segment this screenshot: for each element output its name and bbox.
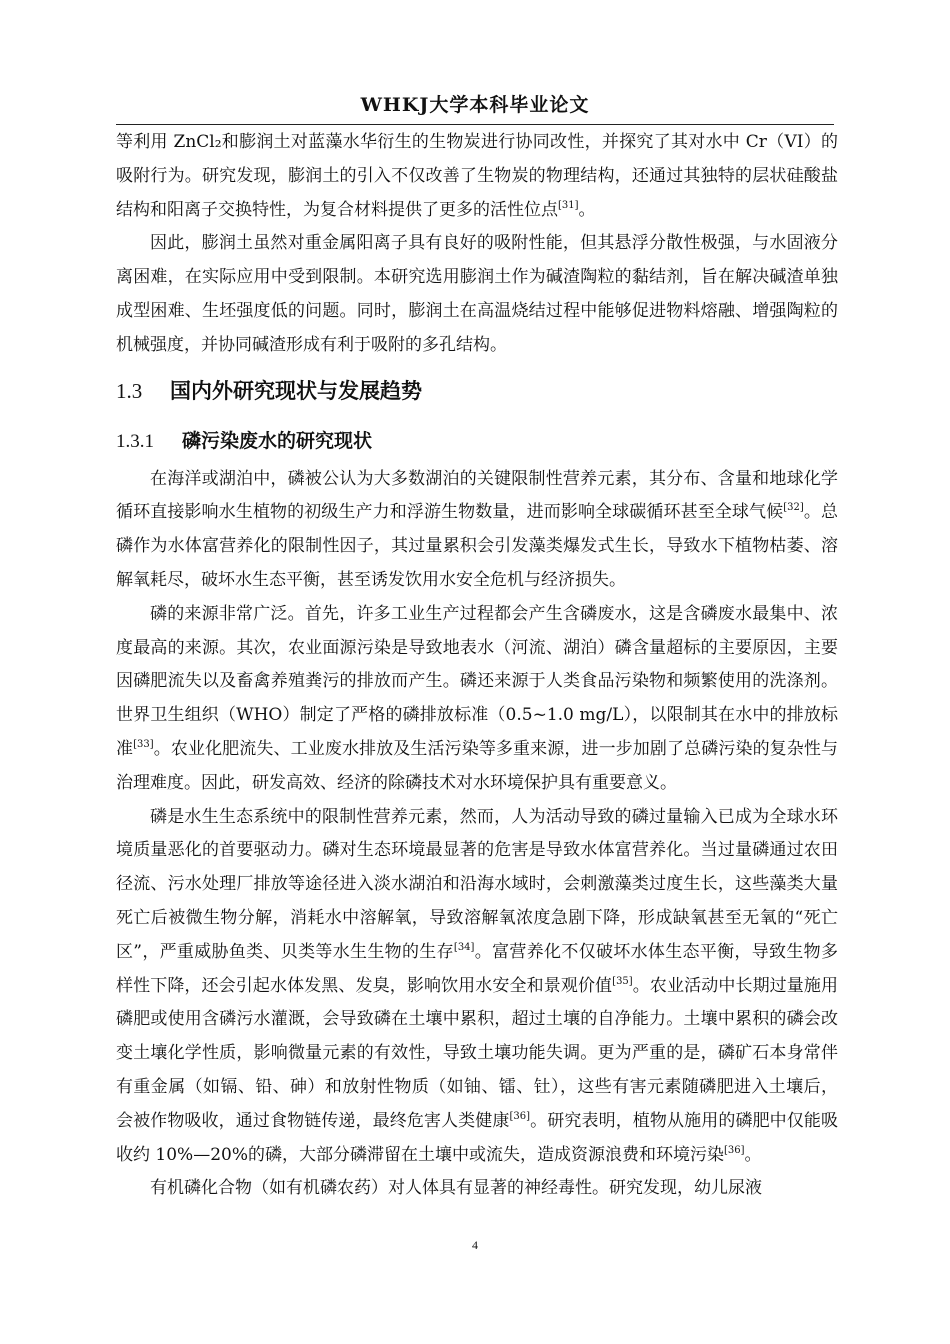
text-run: 。富营养化不仅破坏水体生态平衡，导致生物多样性下降，还会引起水体发黑、发臭，影响饮用水安全和景观价值	[116, 941, 838, 996]
text-run: 。	[578, 199, 596, 220]
paragraph-eutrophication	[116, 801, 838, 1173]
body-text	[116, 126, 838, 1206]
text-run: 。农业化肥流失、工业废水排放及生活污染等多重来源，进一步加剧了总磷污染的复杂性与治理难度。因此，研发高效、经济的除磷技术对水环境保护具有重要意义。	[116, 738, 838, 793]
text-run: 。	[744, 1144, 762, 1165]
paragraph-continuation	[116, 126, 838, 227]
text-run: 磷是水生生态系统中的限制性营养元素，然而，人为活动导致的磷过量输入已成为全球水环境质量恶化的首要驱动力。磷对生态环境最显著的危害是导致水体富营养化。当过量磷通过农田径流、污水处理厂排放等途径进入淡水湖泊和沿海水域时，会刺激藻类过度生长，这些藻类大量死亡后被微生物分解，消耗水中溶解氧，导致溶解氧浓度急剧下降，形成缺氧甚至无氧的“死亡区”，严重威胁鱼类、贝类等水生生物的生存	[116, 806, 838, 962]
citation-ref: [34]	[453, 941, 475, 953]
citation-ref: [32]	[783, 502, 804, 514]
citation-ref: [36]	[509, 1110, 531, 1122]
citation-ref: [35]	[612, 975, 633, 987]
subsection-title: 磷污染废水的研究现状	[182, 429, 373, 452]
section-number: 1.3	[116, 378, 143, 403]
text-run: 磷的来源非常广泛。首先，许多工业生产过程都会产生含磷废水，这是含磷废水最集中、浓度最高的来源。其次，农业面源污染是导致地表水（河流、湖泊）磷含量超标的主要原因，主要因磷肥流失以及畜禽养殖粪污的排放而产生。磷还来源于人类食品污染物和频繁使用的洗涤剂。世界卫生组织（WHO）制定了严格的磷排放标准（0.5~1.0 mg/L），以限制其在水中的排放标准	[116, 603, 838, 759]
citation-ref: [33]	[133, 738, 154, 750]
citation-ref: [31]	[558, 199, 579, 211]
paragraph-organophosphorus: 有机磷化合物（如有机磷农药）对人体具有显著的神经毒性。研究发现，幼儿尿液	[150, 1178, 762, 1199]
text-run: 在海洋或湖泊中，磷被公认为大多数湖泊的关键限制性营养元素，其分布、含量和地球化学循环直接影响水生植物的初级生产力和浮游生物数量，进而影响全球碳循环甚至全球气候	[116, 468, 838, 523]
subsection-heading	[116, 419, 838, 463]
paragraph-bentonite: 因此，膨润土虽然对重金属阳离子具有良好的吸附性能，但其悬浮分散性极强，与水固液分离困难，在实际应用中受到限制。本研究选用膨润土作为碱渣陶粒的黏结剂，旨在解决碱渣单独成型困难、生坯强度低的问题。同时，膨润土在高温烧结过程中能够促进物料熔融、增强陶粒的机械强度，并协同碱渣形成有利于吸附的多孔结构。	[116, 233, 838, 355]
text-run: 。总磷作为水体富营养化的限制性因子，其过量累积会引发藻类爆发式生长，导致水下植物枯萎、溶解氧耗尽，破坏水生态平衡，甚至诱发饮用水安全危机与经济损失。	[116, 502, 838, 590]
section-heading	[116, 363, 838, 419]
text-run: 等利用 ZnCl₂和膨润土对蓝藻水华衍生的生物炭进行协同改性，并探究了其对水中 Cr（VI）的吸附行为。研究发现，膨润土的引入不仅改善了生物炭的物理结构，还通过其独特的层状硅酸盐结构和阳离子交换特性，为复合材料提供了更多的活性位点	[116, 132, 838, 220]
running-header: WHKJ大学本科毕业论文	[360, 94, 590, 116]
subsection-number: 1.3.1	[116, 430, 154, 452]
text-run: 。农业活动中长期过量施用磷肥或使用含磷污水灌溉，会导致磷在土壤中累积，超过土壤的自净能力。土壤中累积的磷会改变土壤化学性质，影响微量元素的有效性，导致土壤功能失调。更为严重的是，磷矿石本身常伴有重金属（如镉、铅、砷）和放射性物质（如铀、镭、钍），这些有害元素随磷肥进入土壤后，会被作物吸收，通过食物链传递，最终危害人类健康	[116, 975, 839, 1131]
paragraph-phosphorus-lakes	[116, 463, 838, 598]
citation-ref: [36]	[723, 1144, 745, 1156]
section-title: 国内外研究现状与发展趋势	[170, 378, 422, 403]
text-run: 。研究表明，植物从施用的磷肥中仅能吸收约 10%—20%的磷，大部分磷滞留在土壤中或流失，造成资源浪费和环境污染	[116, 1110, 839, 1165]
paragraph-phosphorus-sources	[116, 598, 838, 801]
header-rule	[116, 124, 834, 125]
page-number: 4	[472, 1238, 478, 1252]
